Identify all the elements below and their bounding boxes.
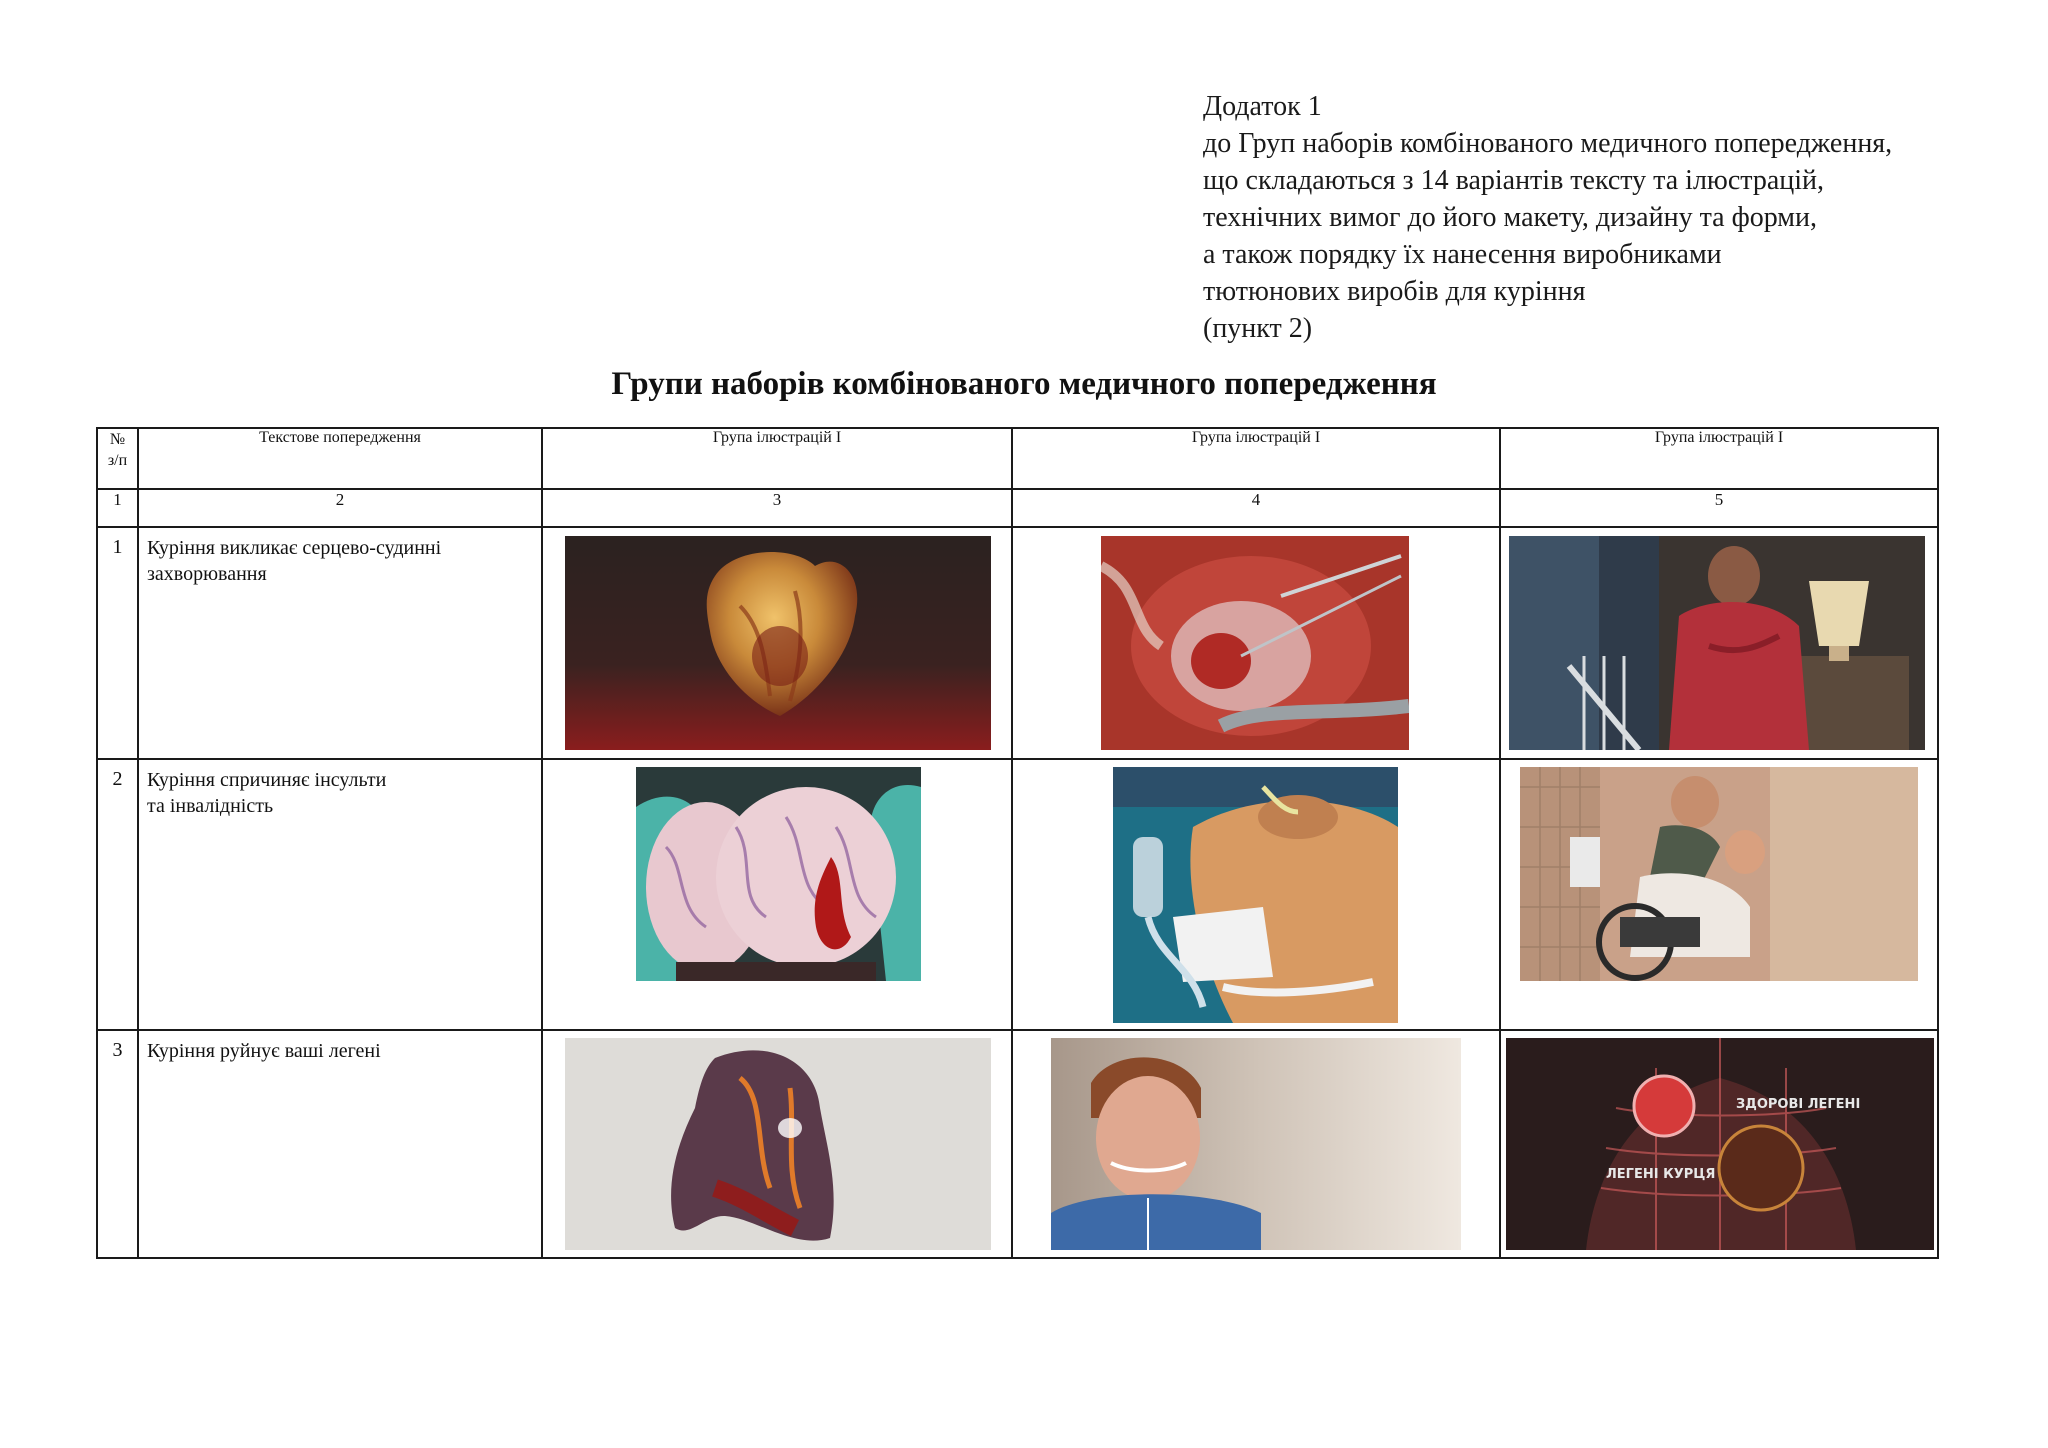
heart-photo xyxy=(565,536,991,750)
intubated-patient-photo xyxy=(1113,767,1398,1023)
table-row xyxy=(97,759,1938,1030)
header-illustration-group: Група ілюстрацій I xyxy=(1500,428,1938,489)
illustration-cell xyxy=(1012,759,1500,1030)
row-number: 2 xyxy=(97,759,138,1030)
warning-text xyxy=(138,527,542,759)
document-title: Групи наборів комбінованого медичного попередження xyxy=(611,366,1437,402)
man-chest-pain-photo xyxy=(1509,536,1925,750)
column-index-row xyxy=(97,489,1938,527)
illustration-cell xyxy=(542,1030,1012,1258)
illustration-cell xyxy=(1500,759,1938,1030)
smoker-lungs-label: ЛЕГЕНІ КУРЦЯ xyxy=(1606,1167,1716,1182)
brain-hemorrhage-photo xyxy=(636,767,921,981)
warning-text xyxy=(138,1030,542,1258)
appendix-line: Додаток 1 xyxy=(1203,91,1322,122)
warning-text-line: захворювання xyxy=(147,563,267,585)
column-index: 4 xyxy=(1012,489,1500,527)
header-text-warning: Текстове попередження xyxy=(138,428,542,489)
warning-text-line: Куріння руйнує ваші легені xyxy=(147,1040,381,1062)
appendix-line: технічних вимог до його макету, дизайну та форми, xyxy=(1203,202,1818,233)
warning-text xyxy=(138,759,542,1030)
wheelchair-patient-photo xyxy=(1520,767,1918,981)
header-number-sign: № xyxy=(109,431,126,448)
warning-text-line: Куріння викликає серцево-судинні xyxy=(147,537,442,559)
woman-oxygen-cannula-photo xyxy=(1051,1038,1461,1250)
appendix-line: тютюнових виробів для куріння xyxy=(1203,276,1586,307)
diseased-lung-photo xyxy=(565,1038,991,1250)
warning-text-line: Куріння спричиняє інсульти xyxy=(147,769,387,791)
header-illustration-group: Група ілюстрацій I xyxy=(542,428,1012,489)
column-index: 2 xyxy=(138,489,542,527)
illustration-cell xyxy=(1500,527,1938,759)
illustration-cell xyxy=(1012,527,1500,759)
illustration-cell xyxy=(542,527,1012,759)
appendix-header xyxy=(1203,88,1983,347)
row-number: 3 xyxy=(97,1030,138,1258)
appendix-line: (пункт 2) xyxy=(1203,313,1313,344)
header-illustration-group: Група ілюстрацій I xyxy=(1012,428,1500,489)
warning-text-line: та інвалідність xyxy=(147,795,274,817)
column-index: 1 xyxy=(97,489,138,527)
header-number xyxy=(97,428,138,489)
column-index: 3 xyxy=(542,489,1012,527)
illustration-cell xyxy=(542,759,1012,1030)
header-number-abbr: з/п xyxy=(107,452,128,469)
row-number: 1 xyxy=(97,527,138,759)
table-row xyxy=(97,527,1938,759)
heart-surgery-photo xyxy=(1101,536,1409,750)
illustration-cell xyxy=(1012,1030,1500,1258)
appendix-line: що складаються з 14 варіантів тексту та ілюстрацій, xyxy=(1203,165,1825,196)
healthy-lungs-label: ЗДОРОВІ ЛЕГЕНІ xyxy=(1736,1097,1861,1112)
table-header-row xyxy=(97,428,1938,489)
table-row xyxy=(97,1030,1938,1258)
illustration-cell xyxy=(1500,1030,1938,1258)
appendix-line: а також порядку їх нанесення виробниками xyxy=(1203,239,1722,270)
column-index: 5 xyxy=(1500,489,1938,527)
appendix-line: до Груп наборів комбінованого медичного попередження, xyxy=(1203,128,1893,159)
warnings-table xyxy=(96,427,1939,1259)
lungs-comparison-illustration xyxy=(1506,1038,1934,1250)
